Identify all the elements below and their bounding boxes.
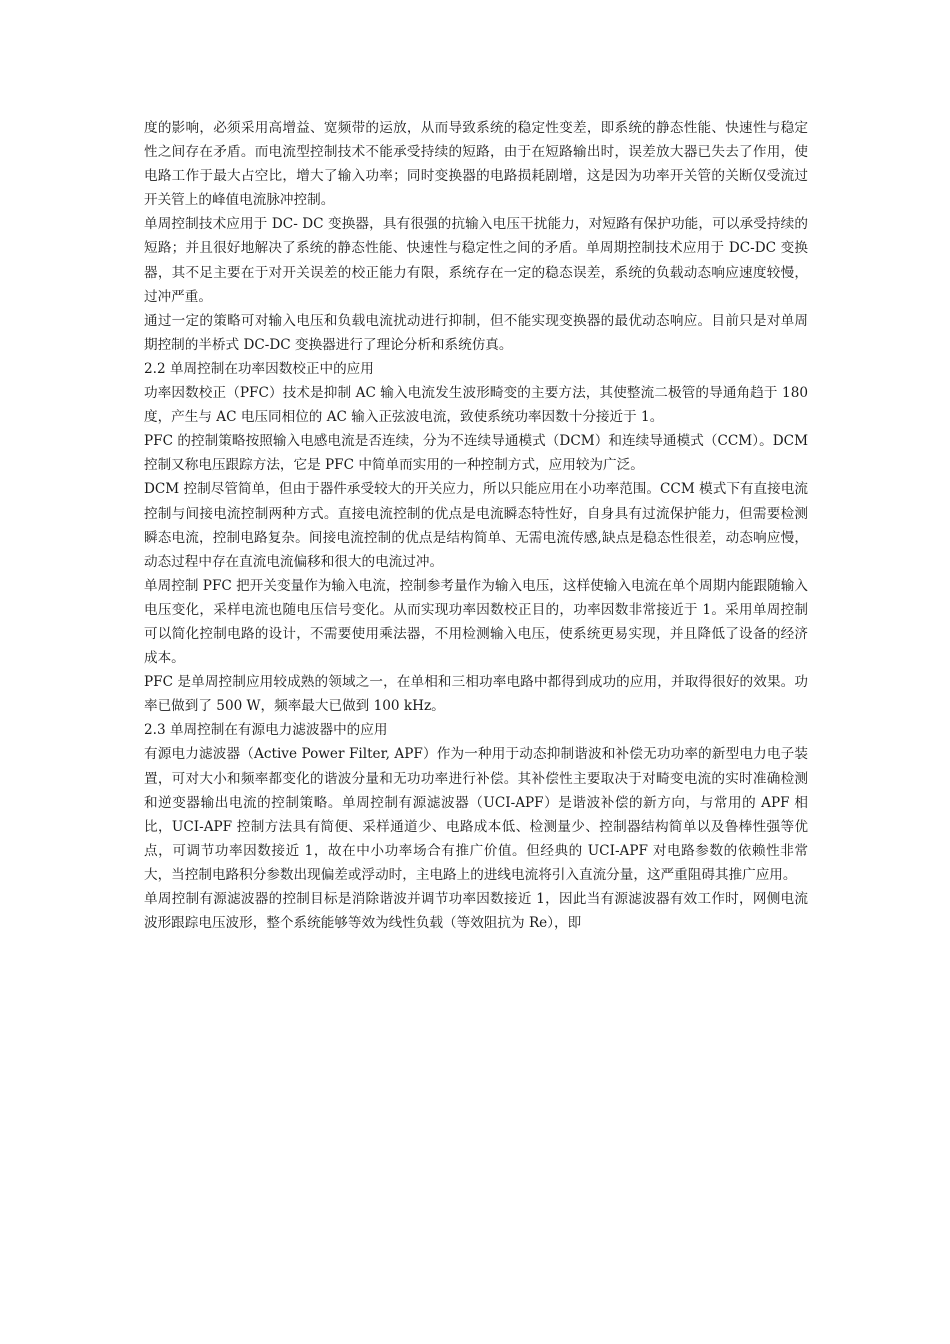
paragraph-6: DCM 控制尽管简单，但由于器件承受较大的开关应力，所以只能应用在小功率范围。CCM 模式下有直接电流控制与间接电流控制两种方式。直接电流控制的优点是电流瞬态特性好，自身具有过流保护能力，但需要检测瞬态电流，控制电路复杂。间接电流控制的优点是结构简单、无需电流传感,缺点是稳态性很差，动态响应慢，动态过程中存在直流电流偏移和很大的电流过冲。	[144, 481, 808, 570]
paragraph-10: 单周控制有源滤波器的控制目标是消除谐波并调节功率因数接近 1，因此当有源滤波器有效工作时，网侧电流波形跟踪电压波形，整个系统能够等效为线性负载（等效阻抗为 Re），即	[144, 891, 808, 932]
paragraph-9: 有源电力滤波器（Active Power Filter, APF）作为一种用于动态抑制谐波和补偿无功功率的新型电力电子装置，可对大小和频率都变化的谐波分量和无功功率进行补偿。其补偿性主要取决于对畸变电流的实时准确检测和逆变器输出电流的控制策略。单周控制有源滤波器（UCI-APF）是谐波补偿的新方向，与常用的 APF 相比，UCI-APF 控制方法具有简便、采样通道少、电路成本低、检测量少、控制器结构简单以及鲁棒性强等优点，可调节功率因数接近 1，故在中小功率场合有推广价值。但经典的 UCI-APF 对电路参数的依赖性非常大，当控制电路积分参数出现偏差或浮动时，主电路上的进线电流将引入直流分量，这严重阻碍其推广应用。	[144, 746, 808, 883]
paragraph-3: 通过一定的策略可对输入电压和负载电流扰动进行抑制，但不能实现变换器的最优动态响应。目前只是对单周期控制的半桥式 DC-DC 变换器进行了理论分析和系统仿真。	[144, 312, 808, 353]
paragraph-1: 度的影响，必须采用高增益、宽频带的运放，从而导致系统的稳定性变差，即系统的静态性能、快速性与稳定性之间存在矛盾。而电流型控制技术不能承受持续的短路，由于在短路输出时，误差放大器已失去了作用，使电路工作于最大占空比，增大了输入功率；同时变换器的电路损耗剧增，这是因为功率开关管的关断仅受流过开关管上的峰值电流脉冲控制。	[144, 120, 808, 209]
paragraph-8: PFC 是单周控制应用较成熟的领域之一，在单相和三相功率电路中都得到成功的应用，并取得很好的效果。功率已做到了 500 W，频率最大已做到 100 kHz。	[144, 674, 808, 715]
paragraph-2: 单周控制技术应用于 DC- DC 变换器，具有很强的抗输入电压干扰能力，对短路有保护功能，可以承受持续的短路；并且很好地解决了系统的静态性能、快速性与稳定性之间的矛盾。单周期控制技术应用于 DC-DC 变换器，其不足主要在于对开关误差的校正能力有限，系统存在一定的稳态误差，系统的负载动态响应速度较慢，过冲严重。	[144, 216, 808, 305]
paragraph-7: 单周控制 PFC 把开关变量作为输入电流，控制参考量作为输入电压，这样使输入电流在单个周期内能跟随输入电压变化，采样电流也随电压信号变化。从而实现功率因数校正目的，功率因数非常接近于 1。采用单周控制可以简化控制电路的设计，不需要使用乘法器，不用检测输入电压，使系统更易实现，并且降低了设备的经济成本。	[144, 577, 808, 667]
document-body	[144, 116, 808, 935]
paragraph-4: 功率因数校正（PFC）技术是抑制 AC 输入电流发生波形畸变的主要方法，其使整流二极管的导通角趋于 180 度，产生与 AC 电压同相位的 AC 输入正弦波电流，致使系统功率因数十分接近于 1。	[144, 385, 808, 426]
section-heading-2-3: 2.3 单周控制在有源电力滤波器中的应用	[144, 722, 388, 739]
paragraph-5: PFC 的控制策略按照输入电感电流是否连续，分为不连续导通模式（DCM）和连续导通模式（CCM）。DCM 控制又称电压跟踪方法，它是 PFC 中简单而实用的一种控制方式，应用较为广泛。	[144, 433, 808, 474]
section-heading-2-2: 2.2 单周控制在功率因数校正中的应用	[144, 360, 374, 377]
